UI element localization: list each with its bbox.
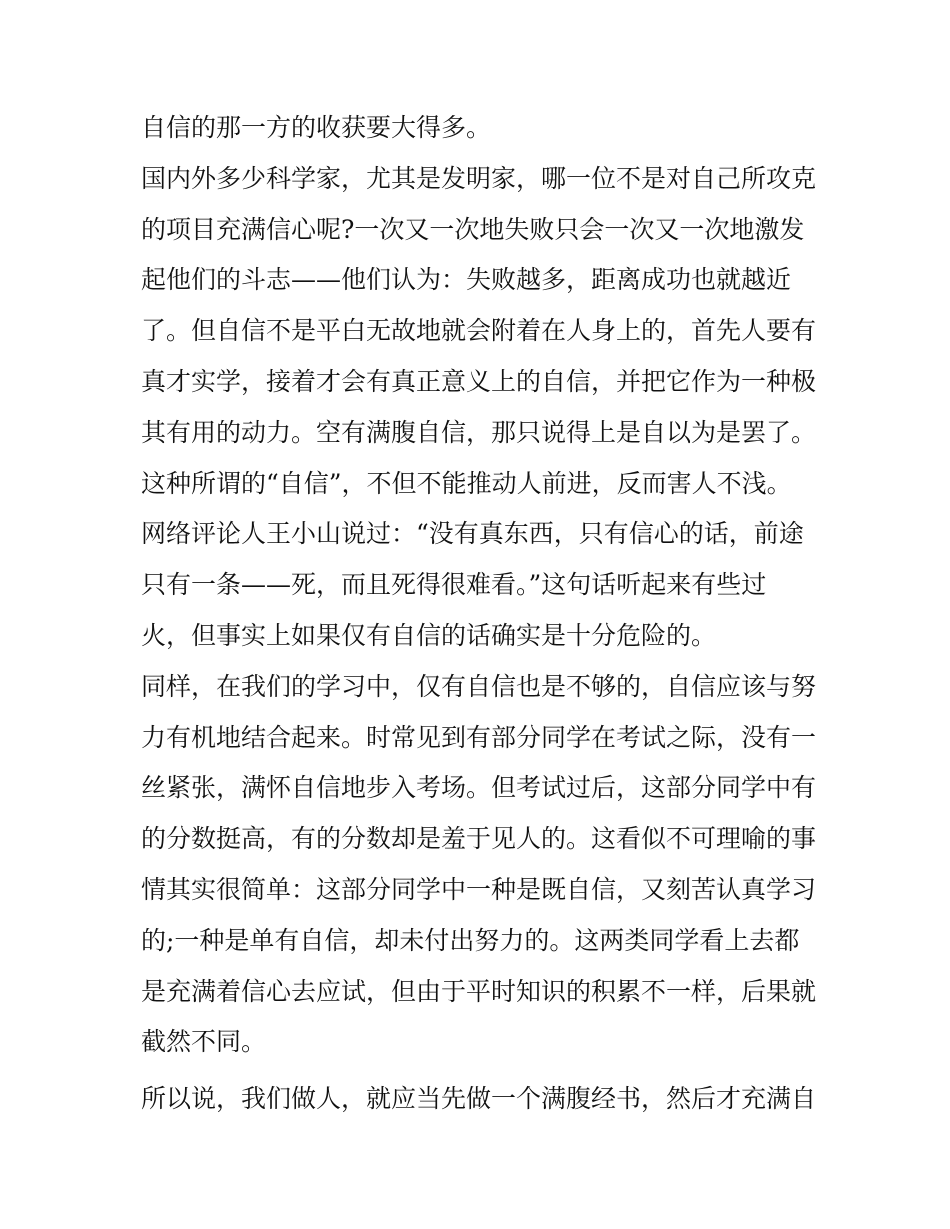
text-line: 网络评论人王小山说过：“没有真东西，只有信心的话，前途: [141, 519, 804, 549]
text-line: 的;一种是单有自信，却未付出努力的。这两类同学看上去都: [141, 925, 800, 955]
text-line: 的分数挺高，有的分数却是羞于见人的。这看似不可理喻的事: [141, 824, 817, 854]
text-line: 力有机地结合起来。时常见到有部分同学在考试之际，没有一: [141, 722, 817, 752]
text-line: 这种所谓的“自信”，不但不能推动人前进，反而害人不浅。: [141, 468, 792, 498]
text-line: 真才实学，接着才会有真正意义上的自信，并把它作为一种极: [141, 366, 817, 396]
text-line: 情其实很简单：这部分同学中一种是既自信，又刻苦认真学习: [141, 874, 817, 904]
text-line: 自信的那一方的收获要大得多。: [141, 113, 492, 142]
text-line: 是充满着信心去应试，但由于平时知识的积累不一样，后果就: [141, 976, 817, 1006]
text-line: 只有一条——死，而且死得很难看。”这句话听起来有些过: [141, 570, 767, 600]
text-line: 了。但自信不是平白无故地就会附着在人身上的，首先人要有: [141, 316, 817, 346]
text-line: 起他们的斗志——他们认为：失败越多，距离成功也就越近: [141, 265, 792, 295]
body-text: [141, 103, 821, 1125]
text-line: 丝紧张，满怀自信地步入考场。但考试过后，这部分同学中有: [141, 773, 817, 803]
text-line: 所以说，我们做人，就应当先做一个满腹经书，然后才充满自: [141, 1084, 817, 1114]
text-line: 火，但事实上如果仅有自信的话确实是十分危险的。: [141, 620, 717, 650]
text-line: 国内外多少科学家，尤其是发明家，哪一位不是对自己所攻克: [141, 163, 817, 193]
text-line: 截然不同。: [141, 1027, 267, 1057]
text-line: 其有用的动力。空有满腹自信，那只说得上是自以为是罢了。: [141, 417, 817, 447]
text-line: 同样，在我们的学习中，仅有自信也是不够的，自信应该与努: [141, 671, 817, 701]
text-line: 的项目充满信心呢?一次又一次地失败只会一次又一次地激发: [141, 214, 805, 244]
